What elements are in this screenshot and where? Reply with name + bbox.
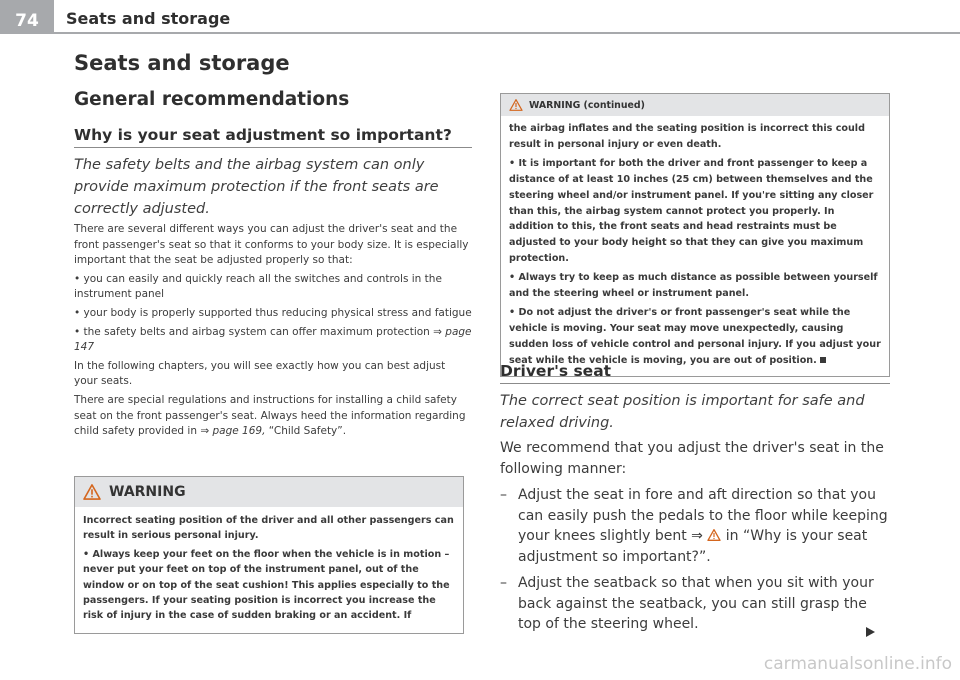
running-title: Seats and storage (66, 9, 231, 28)
warning-body (501, 116, 889, 376)
cross-reference[interactable]: in “Why is your seat adjustment so important?”. (518, 528, 868, 565)
body-text-left (74, 222, 472, 443)
warning-triangle-icon[interactable] (707, 529, 721, 541)
page-link[interactable]: page 147 (74, 325, 472, 354)
dash-item-text: Adjust the seat in fore and aft direction so that you can easily push the pedals to the floor while keeping your knees slightly bent ⇒ in “Why is your seat adjustment so important?”. (518, 487, 888, 565)
subsection-title: General recommendations (74, 89, 350, 110)
paragraph: There are several different ways you can adjust the driver's seat and the front passenger's seat so that it conforms to your body size. It is especially important that the seat be adjusted properly so that: (74, 223, 469, 267)
topic-heading-wrap (74, 126, 472, 148)
warning-bullet: • It is important for both the driver and front passenger to keep a distance of at least 10 inches (25 cm) between themselves and the steering wheel and/or instrument panel. If you're sitting any closer than this, the airbag system cannot protect you properly. In addition to this, the front seats and head restraints must be adjusted to your body height so that they can give you maximum protection. (509, 156, 881, 267)
warning-paragraph: the airbag inflates and the seating position is incorrect this could result in personal injury or even death. (509, 123, 865, 150)
dash-text: Adjust the seat in fore and aft direction so that you can easily push the pedals to the floor while keeping your knees slightly bent (518, 487, 888, 544)
warning-bullet-text: Do not adjust the driver's or front passenger's seat while the vehicle is moving. Your seat may move unexpectedly, causing sudden loss of vehicle control and personal injury. If you adjust your seat while the vehicle is moving, you are out of position. (509, 306, 881, 366)
warning-box (74, 476, 464, 634)
header-rule (54, 32, 960, 34)
paragraph: In the following chapters, you will see exactly how you can best adjust your seats. (74, 359, 446, 388)
dash-marker: – (500, 575, 507, 591)
warning-body (75, 507, 463, 633)
continue-arrow-icon (866, 627, 875, 637)
body-text-right (500, 438, 892, 641)
topic-heading: Why is your seat adjustment so important? (74, 126, 452, 144)
bullet-text: the safety belts and airbag system can offer maximum protection (83, 325, 430, 338)
dash-item (500, 485, 892, 567)
watermark: carmanualsonline.info (763, 654, 952, 674)
paragraph: There are special regulations and instructions for installing a child safety seat on the front passenger's seat. Always heed the information regarding child safety provided in ⇒ page 169, “Child Safety”. (74, 393, 466, 438)
section-title: Seats and storage (74, 51, 290, 75)
dash-item-text: Adjust the seatback so that when you sit with your back against the seatback, you can still grasp the top of the steering wheel. (518, 575, 874, 632)
paragraph: We recommend that you adjust the driver's seat in the following manner: (500, 440, 884, 477)
warning-title: WARNING (109, 484, 186, 500)
dash-item (500, 573, 892, 635)
warning-header (501, 94, 889, 116)
warning-bullet (509, 305, 881, 369)
bullet-item: • the safety belts and airbag system can offer maximum protection ⇒ page 147 (74, 325, 472, 356)
warning-box-continued (500, 93, 890, 377)
lead-paragraph: The safety belts and the airbag system can only provide maximum protection if the front seats are correctly adjusted. (74, 157, 439, 217)
warning-bullet: • Always try to keep as much distance as possible between yourself and the steering wheel or instrument panel. (509, 270, 881, 302)
page-number: 74 (0, 0, 54, 34)
bullet-item: • you can easily and quickly reach all the switches and controls in the instrument panel (74, 272, 472, 303)
paragraph-text: “Child Safety”. (268, 425, 347, 438)
lead-paragraph: The correct seat position is important for safe and relaxed driving. (500, 393, 865, 431)
topic-heading-wrap (500, 362, 890, 384)
warning-triangle-icon (83, 484, 101, 500)
warning-title: WARNING (continued) (529, 99, 645, 111)
topic-heading: Driver's seat (500, 362, 612, 380)
bullet-item: • your body is properly supported thus reducing physical stress and fatigue (74, 306, 472, 322)
paragraph-text: There are special regulations and instructions for installing a child safety seat on the front passenger's seat. Always heed the information regarding child safety provided in (74, 393, 466, 438)
page-link[interactable]: page 169, (212, 425, 266, 438)
warning-header (75, 477, 463, 507)
warning-bullet: • Always keep your feet on the floor when the vehicle is in motion – never put your feet on top of the instrument panel, out of the window or on top of the seat cushion! This applies especially to the passengers. If your seating position is incorrect you increase the risk of injury in the case of sudden braking or an accident. If (83, 547, 455, 624)
warning-triangle-icon (509, 99, 523, 111)
warning-paragraph: Incorrect seating position of the driver and all other passengers can result in serious personal injury. (83, 515, 454, 542)
dash-marker: – (500, 487, 507, 503)
